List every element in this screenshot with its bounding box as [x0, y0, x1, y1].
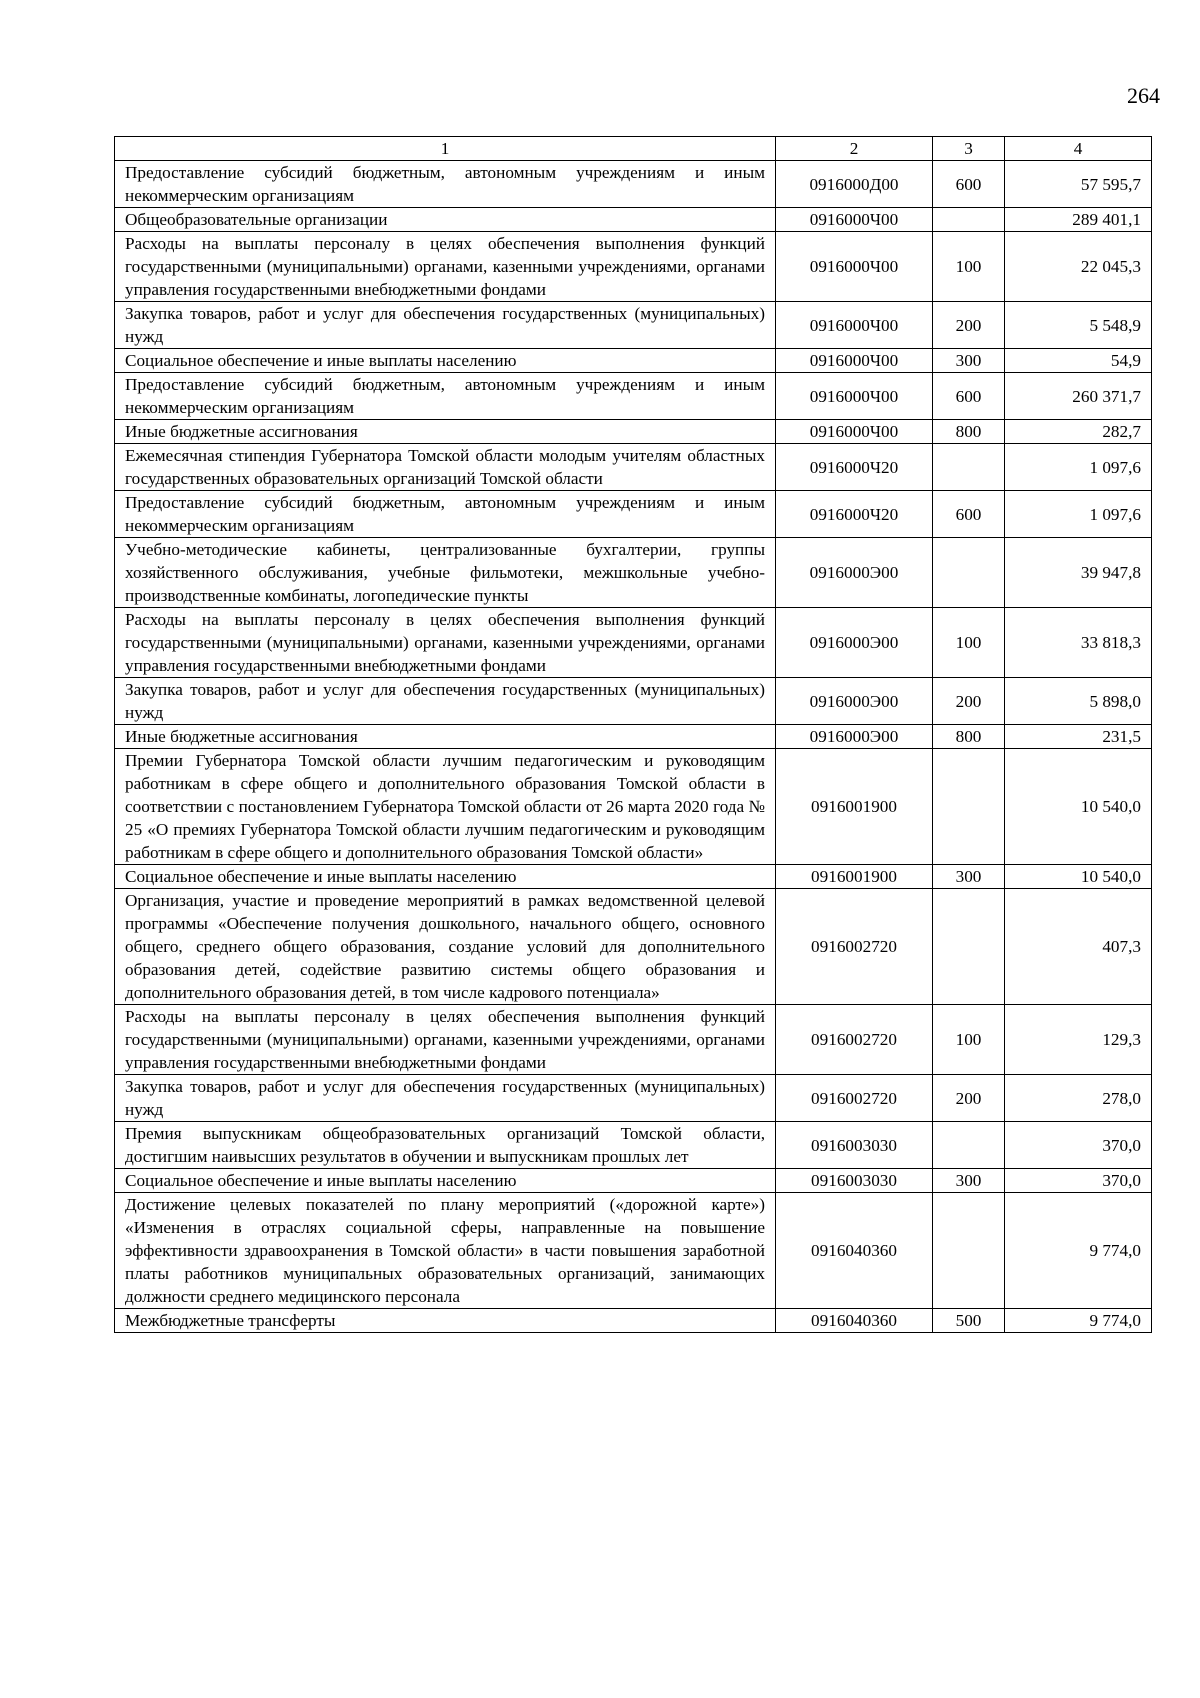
target-article-code-cell: 0916000Э00: [776, 678, 933, 725]
amount-cell: 370,0: [1005, 1122, 1152, 1169]
amount-cell: 1 097,6: [1005, 491, 1152, 538]
table-row: [115, 1309, 1152, 1333]
table-row: [115, 232, 1152, 302]
table-header-row: [115, 137, 1152, 161]
table-row: [115, 1075, 1152, 1122]
table-row: [115, 491, 1152, 538]
table-row: [115, 725, 1152, 749]
expense-type-cell: [933, 208, 1005, 232]
expense-name-cell: Общеобразовательные организации: [115, 208, 776, 232]
expense-type-cell: [933, 1193, 1005, 1309]
table-row: [115, 538, 1152, 608]
column-header: 1: [115, 137, 776, 161]
amount-cell: 57 595,7: [1005, 161, 1152, 208]
target-article-code-cell: 0916000Ч00: [776, 373, 933, 420]
amount-cell: 10 540,0: [1005, 865, 1152, 889]
expense-name-cell: Достижение целевых показателей по плану мероприятий («дорожной карте») «Изменения в отраслях социальной сферы, направленные на повышение эффективности здравоохранения в Томской области» в части повышения заработной платы работников муниципальных образовательных организаций, занимающих должности среднего медицинского персонала: [115, 1193, 776, 1309]
expense-name-cell: Закупка товаров, работ и услуг для обеспечения государственных (муниципальных) нужд: [115, 1075, 776, 1122]
expense-type-cell: 600: [933, 491, 1005, 538]
expense-type-cell: 200: [933, 302, 1005, 349]
expense-name-cell: Закупка товаров, работ и услуг для обеспечения государственных (муниципальных) нужд: [115, 302, 776, 349]
expense-name-cell: Социальное обеспечение и иные выплаты населению: [115, 865, 776, 889]
table-row: [115, 208, 1152, 232]
expense-name-cell: Закупка товаров, работ и услуг для обеспечения государственных (муниципальных) нужд: [115, 678, 776, 725]
target-article-code-cell: 0916003030: [776, 1169, 933, 1193]
target-article-code-cell: 0916002720: [776, 1005, 933, 1075]
budget-table-body: [115, 137, 1152, 1333]
amount-cell: 5 548,9: [1005, 302, 1152, 349]
expense-name-cell: Учебно-методические кабинеты, централизованные бухгалтерии, группы хозяйственного обслуживания, учебные фильмотеки, межшкольные учебно-производственные комбинаты, логопедические пункты: [115, 538, 776, 608]
target-article-code-cell: 0916040360: [776, 1309, 933, 1333]
amount-cell: 231,5: [1005, 725, 1152, 749]
column-header: 4: [1005, 137, 1152, 161]
target-article-code-cell: 0916000Ч00: [776, 349, 933, 373]
budget-table: [114, 136, 1152, 1333]
amount-cell: 260 371,7: [1005, 373, 1152, 420]
expense-name-cell: Организация, участие и проведение мероприятий в рамках ведомственной целевой программы «Обеспечение получения дошкольного, начального общего, основного общего, среднего общего образования, создание условий для дополнительного образования детей, содействие развитию системы общего образования и дополнительного образования детей, в том числе кадрового потенциала»: [115, 889, 776, 1005]
column-header: 2: [776, 137, 933, 161]
target-article-code-cell: 0916000Ч00: [776, 208, 933, 232]
amount-cell: 5 898,0: [1005, 678, 1152, 725]
table-row: [115, 349, 1152, 373]
expense-type-cell: [933, 1122, 1005, 1169]
amount-cell: 278,0: [1005, 1075, 1152, 1122]
expense-name-cell: Премия выпускникам общеобразовательных организаций Томской области, достигшим наивысших результатов в обучении и выпускникам прошлых лет: [115, 1122, 776, 1169]
table-row: [115, 444, 1152, 491]
table-row: [115, 608, 1152, 678]
table-row: [115, 1122, 1152, 1169]
target-article-code-cell: 0916000Э00: [776, 725, 933, 749]
expense-type-cell: 200: [933, 1075, 1005, 1122]
target-article-code-cell: 0916000Э00: [776, 608, 933, 678]
target-article-code-cell: 0916001900: [776, 749, 933, 865]
expense-type-cell: 100: [933, 608, 1005, 678]
target-article-code-cell: 0916002720: [776, 1075, 933, 1122]
expense-name-cell: Премии Губернатора Томской области лучшим педагогическим и руководящим работникам в сфере общего и дополнительного образования Томской области в соответствии с постановлением Губернатора Томской области от 26 марта 2020 года № 25 «О премиях Губернатора Томской области лучшим педагогическим и руководящим работникам в сфере общего и дополнительного образования Томской области»: [115, 749, 776, 865]
amount-cell: 9 774,0: [1005, 1193, 1152, 1309]
amount-cell: 1 097,6: [1005, 444, 1152, 491]
amount-cell: 407,3: [1005, 889, 1152, 1005]
expense-type-cell: 300: [933, 1169, 1005, 1193]
amount-cell: 129,3: [1005, 1005, 1152, 1075]
expense-name-cell: Социальное обеспечение и иные выплаты населению: [115, 349, 776, 373]
expense-name-cell: Ежемесячная стипендия Губернатора Томской области молодым учителям областных государственных образовательных организаций Томской области: [115, 444, 776, 491]
target-article-code-cell: 0916000Ч00: [776, 302, 933, 349]
expense-type-cell: 800: [933, 725, 1005, 749]
target-article-code-cell: 0916002720: [776, 889, 933, 1005]
expense-name-cell: Предоставление субсидий бюджетным, автономным учреждениям и иным некоммерческим организациям: [115, 373, 776, 420]
expense-type-cell: 600: [933, 161, 1005, 208]
column-header: 3: [933, 137, 1005, 161]
expense-name-cell: Расходы на выплаты персоналу в целях обеспечения выполнения функций государственными (муниципальными) органами, казенными учреждениями, органами управления государственными внебюджетными фондами: [115, 608, 776, 678]
amount-cell: 289 401,1: [1005, 208, 1152, 232]
expense-type-cell: 800: [933, 420, 1005, 444]
table-row: [115, 373, 1152, 420]
expense-name-cell: Предоставление субсидий бюджетным, автономным учреждениям и иным некоммерческим организациям: [115, 491, 776, 538]
amount-cell: 9 774,0: [1005, 1309, 1152, 1333]
table-row: [115, 678, 1152, 725]
expense-type-cell: 100: [933, 232, 1005, 302]
expense-name-cell: Социальное обеспечение и иные выплаты населению: [115, 1169, 776, 1193]
table-row: [115, 302, 1152, 349]
amount-cell: 39 947,8: [1005, 538, 1152, 608]
table-row: [115, 1005, 1152, 1075]
table-row: [115, 865, 1152, 889]
table-row: [115, 889, 1152, 1005]
expense-name-cell: Расходы на выплаты персоналу в целях обеспечения выполнения функций государственными (муниципальными) органами, казенными учреждениями, органами управления государственными внебюджетными фондами: [115, 232, 776, 302]
table-row: [115, 161, 1152, 208]
target-article-code-cell: 0916000Ч20: [776, 444, 933, 491]
amount-cell: 282,7: [1005, 420, 1152, 444]
expense-type-cell: 300: [933, 349, 1005, 373]
table-row: [115, 1169, 1152, 1193]
amount-cell: 54,9: [1005, 349, 1152, 373]
amount-cell: 33 818,3: [1005, 608, 1152, 678]
page-number: 264: [1127, 83, 1160, 108]
target-article-code-cell: 0916000Д00: [776, 161, 933, 208]
expense-type-cell: [933, 444, 1005, 491]
target-article-code-cell: 0916003030: [776, 1122, 933, 1169]
target-article-code-cell: 0916000Э00: [776, 538, 933, 608]
amount-cell: 370,0: [1005, 1169, 1152, 1193]
amount-cell: 22 045,3: [1005, 232, 1152, 302]
target-article-code-cell: 0916000Ч00: [776, 232, 933, 302]
expense-type-cell: 600: [933, 373, 1005, 420]
expense-type-cell: 500: [933, 1309, 1005, 1333]
expense-type-cell: 300: [933, 865, 1005, 889]
expense-type-cell: [933, 749, 1005, 865]
target-article-code-cell: 0916040360: [776, 1193, 933, 1309]
expense-name-cell: Иные бюджетные ассигнования: [115, 420, 776, 444]
expense-type-cell: 100: [933, 1005, 1005, 1075]
expense-name-cell: Иные бюджетные ассигнования: [115, 725, 776, 749]
expense-name-cell: Расходы на выплаты персоналу в целях обеспечения выполнения функций государственными (муниципальными) органами, казенными учреждениями, органами управления государственными внебюджетными фондами: [115, 1005, 776, 1075]
table-row: [115, 420, 1152, 444]
expense-type-cell: [933, 889, 1005, 1005]
target-article-code-cell: 0916000Ч00: [776, 420, 933, 444]
table-row: [115, 749, 1152, 865]
target-article-code-cell: 0916001900: [776, 865, 933, 889]
expense-type-cell: [933, 538, 1005, 608]
target-article-code-cell: 0916000Ч20: [776, 491, 933, 538]
expense-type-cell: 200: [933, 678, 1005, 725]
expense-name-cell: Межбюджетные трансферты: [115, 1309, 776, 1333]
table-row: [115, 1193, 1152, 1309]
amount-cell: 10 540,0: [1005, 749, 1152, 865]
expense-name-cell: Предоставление субсидий бюджетным, автономным учреждениям и иным некоммерческим организациям: [115, 161, 776, 208]
